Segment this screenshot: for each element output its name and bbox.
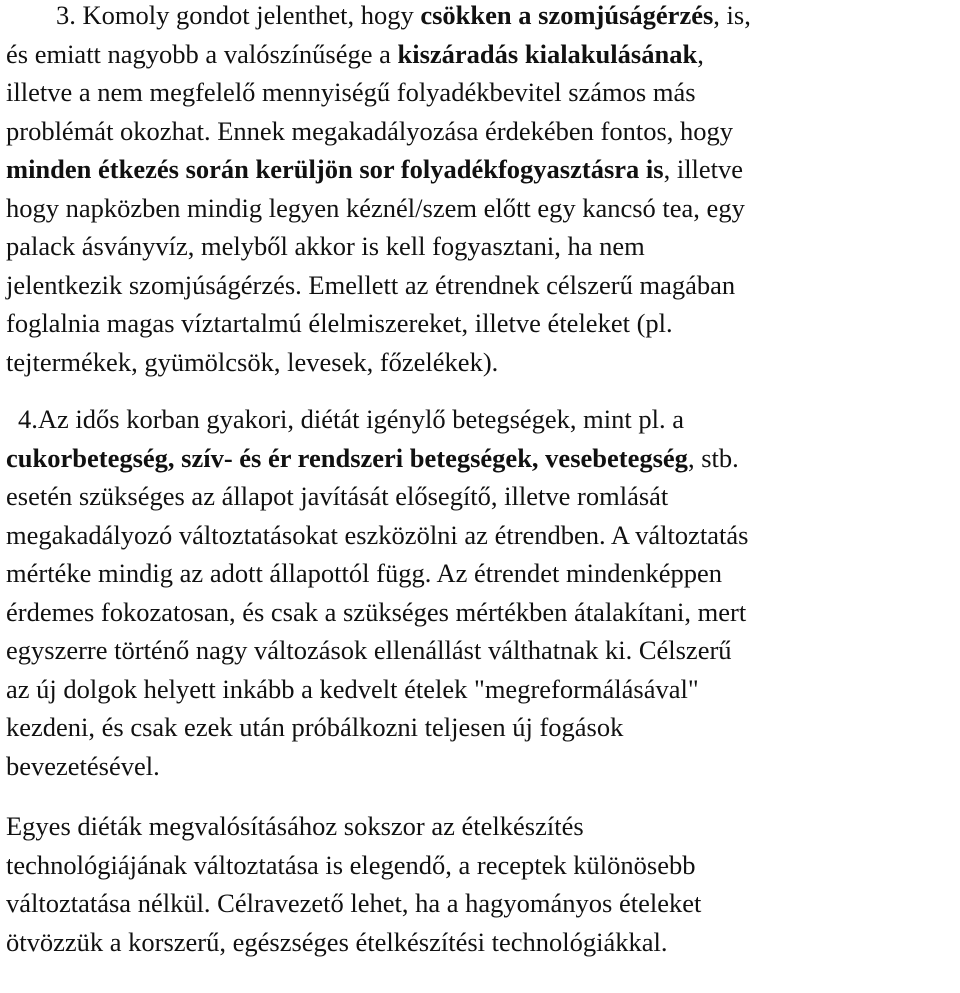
text-segment: az új dolgok helyett inkább a kedvelt ételek "megreformálásával" (6, 673, 699, 704)
text-line (6, 923, 954, 962)
text-line (6, 227, 954, 266)
text-line (6, 150, 954, 189)
text-line (6, 593, 954, 632)
paragraph-point-4 (6, 400, 954, 785)
text-segment: 3. Komoly gondot jelenthet, hogy (56, 0, 421, 30)
text-line (6, 0, 954, 35)
text-segment: megakadályozó változtatásokat eszközölni az étrendben. A változtatás (6, 519, 749, 550)
paragraph-point-3 (6, 0, 954, 381)
text-segment: hogy napközben mindig legyen kéznél/szem előtt egy kancsó tea, egy (6, 192, 745, 223)
text-segment: esetén szükséges az állapot javítását elősegítő, illetve romlását (6, 481, 669, 511)
text-line (6, 400, 954, 439)
text-segment: mértéke mindig az adott állapottól függ. Az étrendet mindenképpen (6, 558, 723, 588)
text-segment: érdemes fokozatosan, és csak a szükséges mértékben átalakítani, mert (6, 596, 747, 627)
text-segment: , is, (713, 0, 751, 30)
text-segment: 4.Az idős korban gyakori, diétát igénylő betegségek, mint pl. a (18, 404, 685, 434)
text-line (6, 708, 954, 747)
text-line (6, 884, 954, 923)
text-line (6, 477, 954, 516)
bold-segment: minden étkezés során kerüljön sor folyadékfogyasztásra is (6, 154, 664, 184)
bold-segment: kiszáradás kialakulásának (397, 38, 698, 69)
text-line (6, 73, 954, 112)
text-segment: Egyes diéták megvalósításához sokszor az ételkészítés (6, 811, 584, 841)
text-line (6, 670, 954, 709)
text-line (6, 189, 954, 228)
text-segment: , illetve (663, 154, 744, 184)
text-line (6, 35, 954, 74)
text-line (6, 266, 954, 305)
text-segment: , stb. (687, 442, 739, 473)
bold-segment: csökken a szomjúságérzés (420, 0, 714, 30)
text-segment: ötvözzük a korszerű, egészséges ételkészítési technológiákkal. (6, 926, 668, 957)
text-segment: , (697, 38, 704, 69)
text-segment: tejtermékek, gyümölcsök, levesek, főzelékek). (6, 346, 499, 377)
text-line (6, 516, 954, 555)
text-segment: palack ásványvíz, melyből akkor is kell fogyasztani, ha nem (6, 231, 645, 261)
text-line (6, 554, 954, 593)
text-segment: változtatása nélkül. Célravezető lehet, ha a hagyományos ételeket (6, 888, 702, 918)
text-line (6, 304, 954, 343)
text-segment: bevezetésével. (6, 750, 160, 781)
text-line (6, 439, 954, 478)
text-segment: jelentkezik szomjúságérzés. Emellett az étrendnek célszerű magában (6, 269, 736, 300)
text-segment: és emiatt nagyobb a valószínűsége a (6, 38, 398, 69)
text-line (6, 846, 954, 885)
text-line (6, 631, 954, 670)
text-line (6, 343, 954, 382)
bold-segment: cukorbetegség, szív- és ér rendszeri betegségek, vesebetegség (6, 442, 688, 473)
text-segment: foglalnia magas víztartalmú élelmiszereket, illetve ételeket (pl. (6, 308, 673, 338)
text-segment: illetve a nem megfelelő mennyiségű folyadékbevitel számos más (6, 77, 696, 107)
text-segment: kezdeni, és csak ezek után próbálkozni teljesen új fogások (6, 712, 624, 742)
paragraph-closing (6, 807, 954, 961)
text-segment: egyszerre történő nagy változások ellenállást válthatnak ki. Célszerű (6, 635, 732, 665)
text-line (6, 807, 954, 846)
text-line (6, 112, 954, 151)
text-segment: technológiájának változtatása is elegendő, a receptek különösebb (6, 849, 696, 880)
text-line (6, 747, 954, 786)
text-segment: problémát okozhat. Ennek megakadályozása érdekében fontos, hogy (6, 115, 734, 146)
